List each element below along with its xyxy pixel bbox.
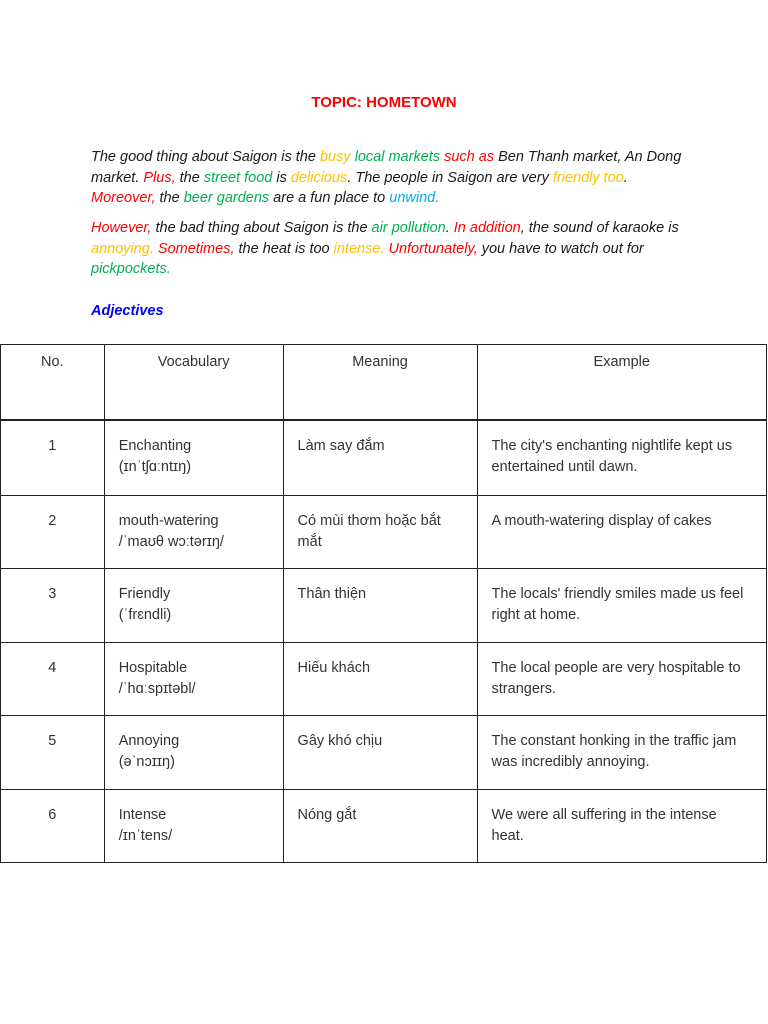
- section-heading-adjectives: Adjectives: [91, 303, 164, 319]
- cell-meaning: Gây khó chịu: [283, 716, 477, 790]
- paragraph-advantages: [91, 147, 691, 209]
- cell-meaning: Nóng gắt: [283, 790, 477, 863]
- text-run: local markets: [354, 149, 445, 165]
- cell-meaning: Thân thiện: [283, 569, 477, 643]
- cell-example: A mouth-watering display of cakes: [477, 496, 766, 569]
- cell-no: 6: [1, 790, 105, 863]
- page-title: TOPIC: HOMETOWN: [311, 94, 457, 111]
- cell-example: The local people are very hospitable to strangers.: [477, 643, 766, 716]
- table-row: [1, 790, 767, 863]
- table-row: [1, 569, 767, 643]
- vocab-word: Enchanting: [118, 438, 192, 454]
- vocab-ipa: /ˈhɑːspɪtəbl/: [118, 680, 196, 697]
- vocab-word: Friendly: [118, 586, 171, 602]
- cell-example: The constant honking in the traffic jam was incredibly annoying.: [477, 716, 766, 790]
- text-run: such as: [444, 149, 499, 165]
- table-header-row: [1, 345, 767, 421]
- text-run: Plus,: [143, 169, 176, 186]
- text-run: is: [272, 169, 291, 186]
- cell-vocabulary: [104, 716, 283, 790]
- text-run: air pollution: [371, 220, 446, 236]
- text-run: Moreover,: [91, 190, 156, 206]
- table-row: [1, 716, 767, 790]
- table-row: [1, 496, 767, 569]
- cell-no: 5: [1, 716, 105, 790]
- vocab-ipa: (ˈfrɛndli): [118, 606, 172, 623]
- cell-no: 2: [1, 496, 105, 569]
- vocab-word: Annoying: [118, 733, 180, 749]
- text-run: Ben Thanh market, An Dong market.: [91, 149, 682, 186]
- cell-no: 4: [1, 643, 105, 716]
- text-run: the: [175, 169, 204, 186]
- cell-example: The locals' friendly smiles made us feel right at home.: [477, 569, 766, 643]
- text-run: , the sound of karaoke is: [520, 220, 679, 236]
- header-meaning: Meaning: [283, 345, 477, 421]
- text-run: However,: [91, 220, 152, 236]
- text-run: . The people in Saigon are very: [347, 169, 553, 186]
- header-example: Example: [477, 345, 766, 421]
- text-run: In addition: [453, 220, 521, 236]
- text-run: you have to watch out for: [477, 240, 644, 257]
- text-run: unwind.: [389, 190, 440, 206]
- cell-example: The city's enchanting nightlife kept us entertained until dawn.: [477, 420, 766, 496]
- cell-vocabulary: [104, 790, 283, 863]
- cell-vocabulary: [104, 420, 283, 496]
- text-run: intense.: [333, 240, 385, 257]
- table-row: [1, 643, 767, 716]
- vocab-ipa: (əˈnɔɪɪŋ): [118, 753, 175, 770]
- vocab-ipa: /ˈmaʊθ wɔːtərɪŋ/: [118, 533, 224, 550]
- vocab-ipa: (ɪnˈtʃɑːntɪŋ): [118, 458, 192, 475]
- vocabulary-table: [0, 344, 767, 863]
- text-run: are a fun place to: [269, 190, 390, 206]
- text-run: .: [623, 169, 628, 186]
- cell-vocabulary: [104, 643, 283, 716]
- cell-vocabulary: [104, 496, 283, 569]
- text-run: busy: [319, 149, 355, 165]
- cell-no: 3: [1, 569, 105, 643]
- paragraph-disadvantages: [91, 218, 691, 280]
- text-run: Sometimes,: [157, 240, 235, 257]
- cell-meaning: Có mùi thơm hoặc bắt mắt: [283, 496, 477, 569]
- vocab-word: Intense: [118, 807, 167, 823]
- text-run: The good thing about Saigon is the: [91, 149, 320, 165]
- table-row: [1, 420, 767, 496]
- text-run: Unfortunately,: [388, 240, 478, 257]
- cell-meaning: Hiếu khách: [283, 643, 477, 716]
- text-run: the bad thing about Saigon is the: [151, 220, 372, 236]
- cell-no: 1: [1, 420, 105, 496]
- vocab-word: mouth-watering: [118, 513, 219, 529]
- header-vocabulary: Vocabulary: [104, 345, 283, 421]
- vocab-ipa: /ɪnˈtens/: [118, 827, 173, 844]
- text-run: the heat is too: [234, 240, 334, 257]
- cell-meaning: Làm say đắm: [283, 420, 477, 496]
- vocab-word: Hospitable: [118, 660, 188, 676]
- cell-vocabulary: [104, 569, 283, 643]
- text-run: beer gardens: [183, 190, 270, 206]
- cell-example: We were all suffering in the intense heat.: [477, 790, 766, 863]
- header-no: No.: [1, 345, 105, 421]
- text-run: street food: [203, 169, 273, 186]
- text-run: annoying.: [91, 240, 154, 257]
- text-run: the: [155, 190, 184, 206]
- text-run: .: [445, 220, 454, 236]
- text-run: pickpockets.: [91, 261, 171, 277]
- text-run: friendly too: [552, 169, 624, 186]
- text-run: delicious: [290, 169, 348, 186]
